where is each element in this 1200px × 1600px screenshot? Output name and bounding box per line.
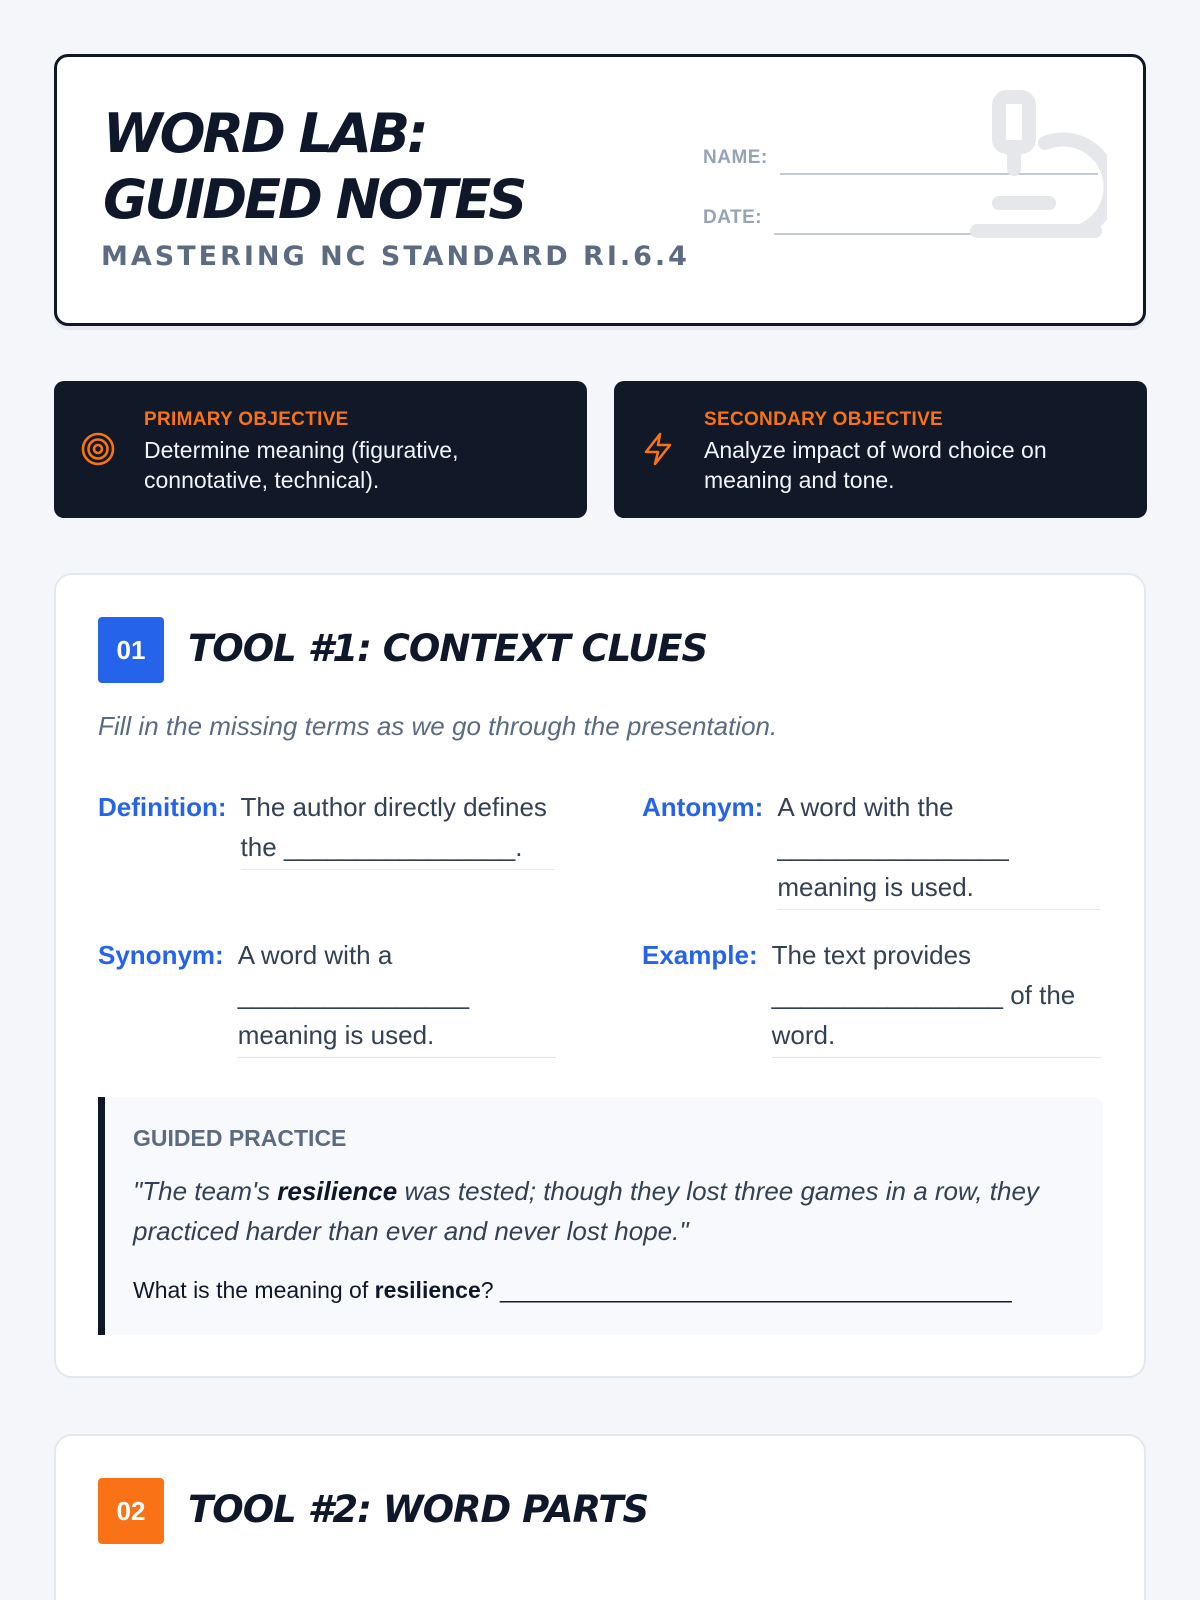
title-line-2: GUIDED NOTES — [103, 168, 525, 231]
quote-open: "The team's — [133, 1176, 278, 1206]
clue-antonym-term: Antonym: — [642, 792, 764, 822]
title-line-1: WORD LAB: — [103, 102, 426, 165]
section-2-title: TOOL #2: WORD PARTS — [188, 1488, 649, 1531]
clue-definition — [98, 787, 555, 870]
guided-practice-box — [98, 1097, 1103, 1335]
secondary-objective-card — [614, 381, 1147, 518]
section-1-badge: 01 — [98, 617, 164, 683]
section-1-title: TOOL #1: CONTEXT CLUES — [188, 627, 708, 670]
question-target-word: resilience — [374, 1277, 481, 1303]
primary-objective-label: PRIMARY OBJECTIVE — [144, 409, 349, 430]
microscope-icon — [967, 87, 1107, 243]
clue-synonym-text[interactable]: A word with a ________________ meaning is used. — [238, 935, 556, 1058]
primary-objective-card — [54, 381, 587, 518]
clue-example-text[interactable]: The text provides ________________ of the word. — [772, 935, 1102, 1058]
section-2-badge: 02 — [98, 1478, 164, 1544]
name-label: NAME: — [703, 147, 768, 168]
page-title — [103, 101, 524, 233]
primary-objective-text: Determine meaning (figurative, connotative, technical). — [144, 437, 459, 493]
date-label: DATE: — [703, 207, 763, 228]
clue-example — [642, 935, 1102, 1058]
guided-practice-question[interactable] — [133, 1277, 1012, 1304]
header-card — [54, 54, 1146, 326]
question-prefix: What is the meaning of — [133, 1277, 375, 1303]
clue-definition-text[interactable]: The author directly defines the ________________. — [241, 787, 555, 870]
page-subtitle: MASTERING NC STANDARD RI.6.4 — [101, 241, 690, 272]
clue-synonym-term: Synonym: — [98, 940, 224, 970]
clue-antonym-text[interactable]: A word with the ________________ meaning is used. — [777, 787, 1100, 910]
lightning-icon — [640, 431, 676, 467]
secondary-objective-text: Analyze impact of word choice on meaning and tone. — [704, 437, 1047, 493]
clue-synonym — [98, 935, 556, 1058]
guided-practice-label: GUIDED PRACTICE — [133, 1125, 347, 1151]
secondary-objective-label: SECONDARY OBJECTIVE — [704, 409, 944, 430]
clue-example-term: Example: — [642, 940, 758, 970]
clue-antonym — [642, 787, 1100, 910]
section-word-parts — [54, 1434, 1146, 1600]
section-context-clues — [54, 573, 1146, 1378]
quote-target-word: resilience — [277, 1176, 398, 1206]
clue-definition-term: Definition: — [98, 792, 227, 822]
guided-practice-quote — [133, 1171, 1083, 1251]
question-answer-line[interactable]: ? ________________________________________ — [480, 1277, 1012, 1303]
target-icon — [80, 431, 116, 467]
section-1-instructions: Fill in the missing terms as we go through the presentation. — [98, 711, 778, 741]
quote-close: was tested; though they lost three games in a row, they practiced harder than ever and never lost hope." — [133, 1176, 1039, 1246]
